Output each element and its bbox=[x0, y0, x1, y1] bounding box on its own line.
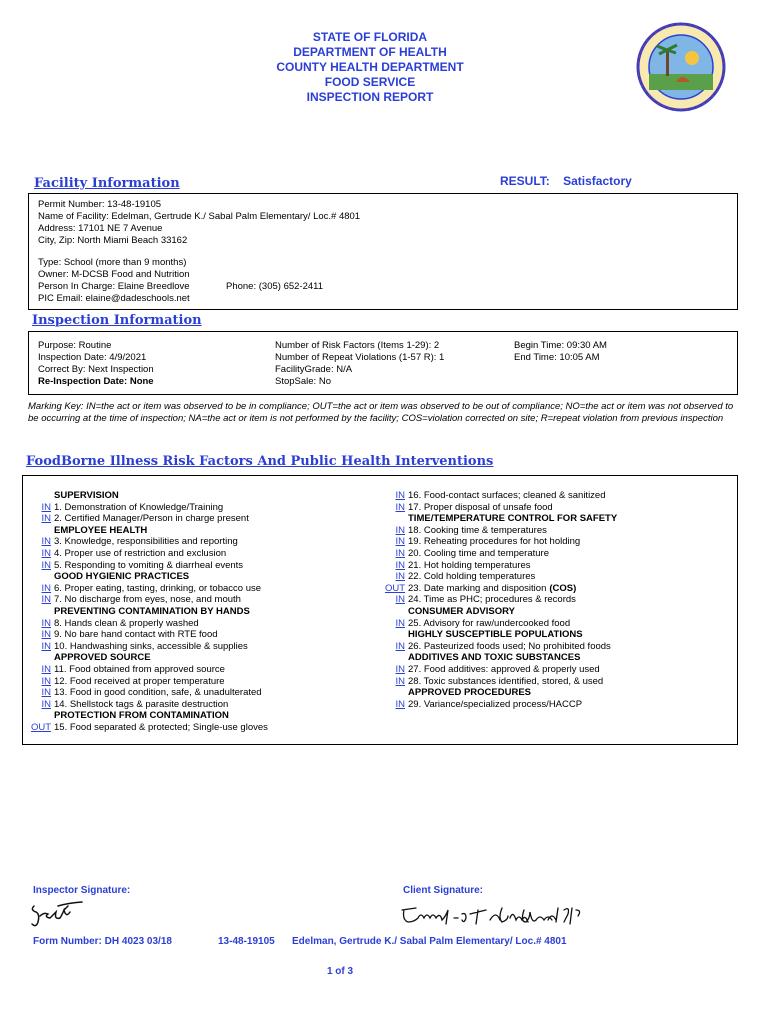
risk-category-heading: HIGHLY SUSCEPTIBLE POPULATIONS bbox=[408, 629, 583, 641]
risk-item bbox=[54, 641, 248, 653]
risk-item-label: 9. No bare hand contact with RTE food bbox=[54, 629, 218, 641]
footer-permit-number: 13-48-19105 bbox=[218, 936, 275, 947]
facility-grade: FacilityGrade: N/A bbox=[275, 364, 353, 375]
risk-item-status: IN bbox=[395, 664, 405, 675]
risk-item-status: IN bbox=[395, 571, 405, 583]
form-number: Form Number: DH 4023 03/18 bbox=[33, 936, 172, 947]
risk-category-heading: GOOD HYGIENIC PRACTICES bbox=[54, 571, 190, 583]
header-line-5: INSPECTION REPORT bbox=[306, 90, 434, 104]
risk-item-status: IN bbox=[395, 698, 405, 710]
risk-factors-box bbox=[22, 475, 738, 745]
risk-item-label: 28. Toxic substances identified, stored, & used bbox=[408, 675, 604, 687]
risk-category-heading: ADDITIVES AND TOXIC SUBSTANCES bbox=[408, 652, 581, 664]
risk-factors-title: FoodBorne Illness Risk Factors And Public Health Interventions bbox=[26, 454, 494, 469]
facility-info-box bbox=[28, 193, 738, 310]
risk-item-label: 4. Proper use of restriction and exclusion bbox=[54, 548, 227, 559]
header-line-1: STATE OF FLORIDA bbox=[312, 30, 428, 44]
risk-item-label: 10. Handwashing sinks, accessible & supplies bbox=[54, 640, 248, 652]
client-signature bbox=[398, 900, 588, 930]
risk-item-label: 6. Proper eating, tasting, drinking, or tobacco use bbox=[54, 582, 262, 594]
risk-item bbox=[408, 548, 549, 560]
risk-item-label: 29. Variance/specialized process/HACCP bbox=[408, 698, 583, 710]
risk-item bbox=[54, 536, 238, 548]
risk-item bbox=[54, 548, 226, 560]
risk-item-status: IN bbox=[395, 617, 405, 629]
risk-item bbox=[54, 560, 243, 572]
risk-item-status: OUT bbox=[384, 582, 405, 594]
risk-item-status: IN bbox=[41, 582, 51, 594]
risk-item bbox=[408, 618, 570, 630]
risk-item-status: IN bbox=[395, 536, 405, 548]
risk-item-label: 18. Cooking time & temperatures bbox=[408, 524, 547, 536]
risk-item-status: IN bbox=[395, 548, 405, 559]
risk-item-status: IN bbox=[41, 664, 51, 675]
risk-item-label: 1. Demonstration of Knowledge/Training bbox=[54, 501, 224, 513]
risk-item bbox=[54, 722, 268, 734]
risk-item bbox=[408, 583, 576, 595]
facility-owner: Owner: M-DCSB Food and Nutrition bbox=[38, 269, 190, 280]
risk-item-label: 24. Time as PHC; procedures & records bbox=[408, 594, 576, 606]
facility-info-title: Facility Information bbox=[34, 176, 180, 191]
risk-item-label: 8. Hands clean & properly washed bbox=[54, 617, 199, 629]
header-line-2: DEPARTMENT OF HEALTH bbox=[293, 45, 447, 59]
risk-category-heading: EMPLOYEE HEALTH bbox=[54, 524, 148, 536]
facility-address: Address: 17101 NE 7 Avenue bbox=[38, 223, 163, 234]
risk-item bbox=[54, 687, 262, 699]
risk-item-label: 11. Food obtained from approved source bbox=[54, 664, 225, 675]
header-line-4: FOOD SERVICE bbox=[324, 75, 416, 89]
end-time: End Time: 10:05 AM bbox=[514, 352, 600, 363]
permit-number: Permit Number: 13-48-19105 bbox=[38, 199, 162, 210]
facility-type: Type: School (more than 9 months) bbox=[38, 257, 187, 268]
stop-sale: StopSale: No bbox=[275, 376, 331, 387]
risk-item-status: IN bbox=[395, 490, 405, 501]
risk-item-status: IN bbox=[41, 617, 51, 629]
facility-phone: Phone: (305) 652-2411 bbox=[226, 281, 324, 292]
risk-item-status: IN bbox=[41, 594, 51, 606]
footer-facility-name: Edelman, Gertrude K./ Sabal Palm Elementary/ Loc.# 4801 bbox=[292, 936, 567, 947]
risk-item bbox=[54, 618, 199, 630]
inspection-info-title: Inspection Information bbox=[32, 313, 202, 328]
risk-item-status: IN bbox=[41, 675, 51, 687]
risk-item bbox=[54, 664, 225, 676]
risk-item bbox=[408, 594, 576, 606]
risk-item-status: IN bbox=[395, 675, 405, 687]
risk-item-label: 13. Food in good condition, safe, & unadulterated bbox=[54, 687, 262, 699]
risk-item-label: 20. Cooling time and temperature bbox=[408, 548, 549, 559]
risk-category-heading: PREVENTING CONTAMINATION BY HANDS bbox=[54, 606, 250, 617]
risk-item bbox=[408, 571, 535, 583]
begin-time: Begin Time: 09:30 AM bbox=[514, 340, 607, 351]
risk-item-status: IN bbox=[41, 629, 51, 641]
risk-item-status: IN bbox=[395, 501, 405, 513]
risk-item bbox=[408, 502, 553, 514]
risk-item bbox=[54, 594, 241, 606]
risk-item-cos-flag: (COS) bbox=[549, 582, 577, 594]
risk-item bbox=[54, 699, 228, 711]
risk-item-label: 22. Cold holding temperatures bbox=[408, 571, 536, 583]
risk-item-status: IN bbox=[41, 536, 51, 548]
risk-item-status: IN bbox=[41, 698, 51, 710]
risk-category-heading: APPROVED PROCEDURES bbox=[408, 687, 531, 699]
result-label: RESULT: bbox=[500, 174, 550, 188]
risk-item-label: 19. Reheating procedures for hot holding bbox=[408, 536, 581, 548]
risk-factor-count: Number of Risk Factors (Items 1-29): 2 bbox=[275, 340, 440, 351]
risk-item-status: IN bbox=[41, 548, 51, 559]
header-line-3: COUNTY HEALTH DEPARTMENT bbox=[276, 60, 464, 74]
risk-item-status: IN bbox=[41, 513, 51, 525]
client-signature-label: Client Signature: bbox=[403, 885, 484, 896]
risk-item bbox=[408, 699, 582, 711]
correct-by: Correct By: Next Inspection bbox=[38, 364, 154, 375]
risk-item bbox=[408, 641, 611, 653]
risk-item-label: 12. Food received at proper temperature bbox=[54, 675, 225, 687]
risk-item-label: 16. Food-contact surfaces; cleaned & sanitized bbox=[408, 490, 606, 501]
risk-item-status: IN bbox=[395, 524, 405, 536]
repeat-violation-count: Number of Repeat Violations (1-57 R): 1 bbox=[275, 352, 445, 363]
inspection-info-box bbox=[28, 331, 738, 395]
risk-item bbox=[54, 502, 223, 514]
reinspection-date: Re-Inspection Date: None bbox=[38, 376, 154, 387]
risk-item bbox=[54, 629, 218, 641]
result bbox=[500, 174, 632, 188]
inspector-signature bbox=[28, 898, 88, 930]
risk-item-status: IN bbox=[395, 559, 405, 571]
risk-item bbox=[54, 583, 261, 595]
risk-item-label: 23. Date marking and disposition bbox=[408, 582, 547, 594]
risk-item-status: IN bbox=[41, 559, 51, 571]
risk-item bbox=[408, 490, 606, 502]
person-in-charge: Person In Charge: Elaine Breedlove bbox=[38, 281, 190, 292]
risk-item bbox=[408, 664, 600, 676]
risk-item-label: 25. Advisory for raw/undercooked food bbox=[408, 617, 571, 629]
risk-category-heading: CONSUMER ADVISORY bbox=[408, 606, 515, 617]
inspector-signature-label: Inspector Signature: bbox=[33, 885, 131, 896]
inspection-purpose: Purpose: Routine bbox=[38, 340, 112, 351]
risk-item-status: IN bbox=[41, 501, 51, 513]
risk-item-label: 17. Proper disposal of unsafe food bbox=[408, 501, 553, 513]
risk-item-label: 15. Food separated & protected; Single-use gloves bbox=[54, 722, 268, 733]
risk-item-label: 21. Hot holding temperatures bbox=[408, 559, 531, 571]
risk-item-status: IN bbox=[41, 640, 51, 652]
risk-category-heading: PROTECTION FROM CONTAMINATION bbox=[54, 710, 229, 722]
risk-item-label: 5. Responding to vomiting & diarrheal events bbox=[54, 559, 244, 571]
report-header bbox=[0, 30, 740, 105]
inspection-date: Inspection Date: 4/9/2021 bbox=[38, 352, 147, 363]
facility-name: Name of Facility: Edelman, Gertrude K./ Sabal Palm Elementary/ Loc.# 4801 bbox=[38, 211, 361, 222]
risk-category-heading: TIME/TEMPERATURE CONTROL FOR SAFETY bbox=[408, 513, 618, 525]
facility-city: City, Zip: North Miami Beach 33162 bbox=[38, 235, 188, 246]
risk-item-label: 26. Pasteurized foods used; No prohibited foods bbox=[408, 640, 611, 652]
florida-seal-icon bbox=[636, 22, 726, 112]
risk-item bbox=[408, 525, 547, 537]
risk-item bbox=[408, 560, 531, 572]
pic-email: PIC Email: elaine@dadeschools.net bbox=[38, 293, 190, 304]
result-value: Satisfactory bbox=[563, 174, 632, 188]
page-number: 1 of 3 bbox=[326, 966, 354, 977]
risk-item-label: 2. Certified Manager/Person in charge present bbox=[54, 513, 249, 525]
risk-item-status: IN bbox=[395, 640, 405, 652]
marking-key: Marking Key: IN=the act or item was observed to be in compliance; OUT=the act or item was observed to be out of compliance; NO=the act or item was not observed to be occurring at the time of inspection; NA=the act or item is not performed by the facility; COS=violation corrected on site; R=repeat violation from previous inspection bbox=[28, 401, 734, 424]
risk-item bbox=[54, 513, 249, 525]
risk-category-heading: APPROVED SOURCE bbox=[54, 652, 151, 664]
risk-item bbox=[408, 676, 603, 688]
risk-item-status: IN bbox=[395, 594, 405, 606]
risk-item-label: 27. Food additives: approved & properly used bbox=[408, 664, 600, 675]
risk-item-label: 7. No discharge from eyes, nose, and mouth bbox=[54, 594, 241, 606]
risk-category-heading: SUPERVISION bbox=[54, 490, 119, 501]
risk-item bbox=[54, 676, 225, 688]
risk-item-label: 3. Knowledge, responsibilities and reporting bbox=[54, 536, 238, 548]
risk-item-label: 14. Shellstock tags & parasite destruction bbox=[54, 698, 229, 710]
risk-item-status: OUT bbox=[30, 722, 51, 733]
risk-item bbox=[408, 536, 580, 548]
risk-item-status: IN bbox=[41, 687, 51, 699]
